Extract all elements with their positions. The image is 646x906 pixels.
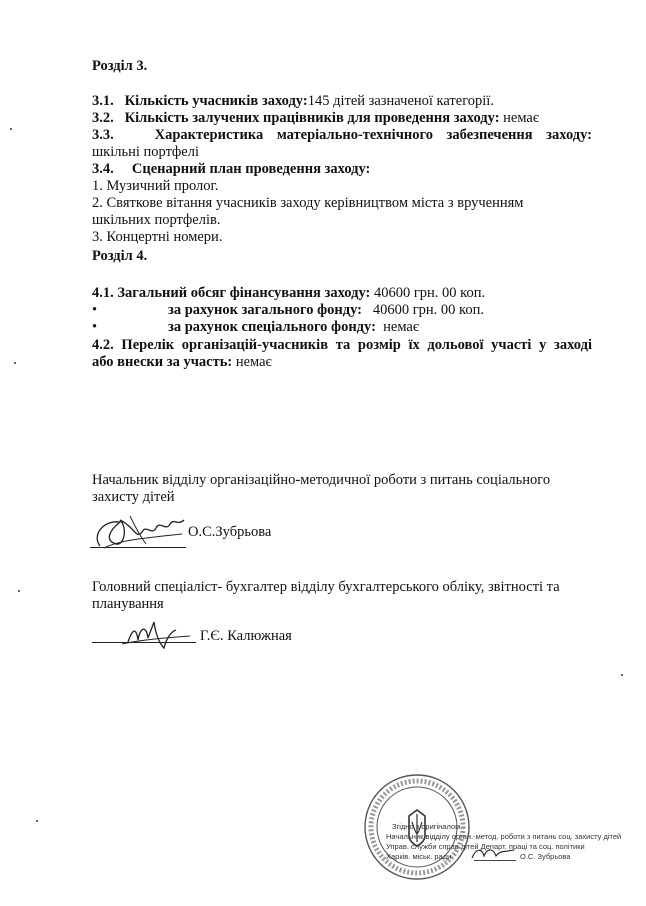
item-4-1-label: 4.1. Загальний обсяг фінансування заходу: xyxy=(92,285,371,301)
scan-speck xyxy=(18,590,20,592)
signature-2 xyxy=(92,618,332,658)
scan-speck xyxy=(621,674,623,676)
section-4-heading: Розділ 4. xyxy=(92,248,148,264)
bullet-general-fund: • за рахунок загального фонду: 40600 грн. 00 коп. xyxy=(92,302,484,318)
item-3-2-label: Кількість залучених працівників для проведення заходу: xyxy=(124,110,500,126)
scenario-step-3: 3. Концертні номери. xyxy=(92,229,223,245)
signature-1-underline xyxy=(90,533,186,548)
official-stamp xyxy=(362,770,646,906)
item-3-3-label: Характеристика матеріально-технічного забезпечення заходу: xyxy=(154,127,592,143)
bullet-icon: • xyxy=(92,302,98,318)
stamp-line-3: Управ. служби справ дітей Департ. праці та соц. політики xyxy=(386,842,585,851)
stamp-line-5: О.С. Зубрьова xyxy=(520,852,571,861)
item-4-2 xyxy=(92,337,592,371)
item-3-2-num: 3.2. xyxy=(92,110,114,126)
signature-1 xyxy=(90,506,290,556)
section-3-heading: Розділ 3. xyxy=(92,58,148,74)
handwritten-signature-1 xyxy=(90,506,190,556)
item-4-1 xyxy=(92,285,592,336)
item-3-1-label: Кількість учасників заходу: xyxy=(124,93,308,109)
scenario-step-2: 2. Святкове вітання учасників заходу керівництвом міста з врученням xyxy=(92,195,524,211)
stamp-line-1: Згідно з оригіналом xyxy=(392,822,461,831)
stamp-signature-icon xyxy=(468,844,518,864)
item-3-4-num: 3.4. xyxy=(92,161,114,177)
item-4-2-label-1: 4.2. Перелік організацій-учасників та розмір їх дольової участі у заході xyxy=(92,337,592,353)
item-4-2-value: немає xyxy=(235,354,272,370)
scenario-step-1: 1. Музичний пролог. xyxy=(92,178,219,194)
scan-speck xyxy=(14,362,16,364)
scenario-step-2-cont: шкільних портфелів. xyxy=(92,212,221,228)
signature-block-2 xyxy=(92,579,592,613)
item-4-2-label-2: або внески за участь: xyxy=(92,354,233,370)
item-3-3 xyxy=(92,127,592,161)
bullet-icon: • xyxy=(92,319,98,335)
item-4-1-value: 40600 грн. 00 коп. xyxy=(373,285,486,301)
item-3-3-value: шкільні портфелі xyxy=(92,144,200,160)
item-3-2 xyxy=(92,110,592,127)
signature-2-underline xyxy=(92,628,196,643)
scan-speck xyxy=(36,820,38,822)
signer-1-position-2: захисту дітей xyxy=(92,489,175,505)
item-3-1 xyxy=(92,93,592,110)
signer-2-position-2: планування xyxy=(92,596,164,612)
scan-speck xyxy=(10,128,12,130)
signer-2-position-1: Головний спеціаліст- бухгалтер відділу бухгалтерського обліку, звітності та xyxy=(92,579,560,595)
item-3-3-num: 3.3. xyxy=(92,127,114,143)
stamp-line-4: Харків. міськ. ради xyxy=(386,852,452,861)
signer-2-name: Г.Є. Калюжная xyxy=(200,628,292,644)
bullet-special-fund: • за рахунок спеціального фонду: немає xyxy=(92,319,420,335)
item-3-4-label: Сценарний план проведення заходу: xyxy=(131,161,371,177)
item-3-1-value: 145 дітей зазначеної категорії. xyxy=(307,93,494,109)
signer-1-name: О.С.Зубрьова xyxy=(188,524,272,540)
signature-block-1 xyxy=(92,472,592,506)
item-3-4 xyxy=(92,161,592,246)
item-3-2-value: немає xyxy=(503,110,540,126)
signer-1-position-1: Начальник відділу організаційно-методичної роботи з питань соціального xyxy=(92,472,551,488)
stamp-line-2: Начальник відділу орган.-метод. роботи з питань соц. захисту дітей xyxy=(386,832,622,841)
stamp-signature-underline xyxy=(474,860,516,861)
item-3-1-num: 3.1. xyxy=(92,93,114,109)
